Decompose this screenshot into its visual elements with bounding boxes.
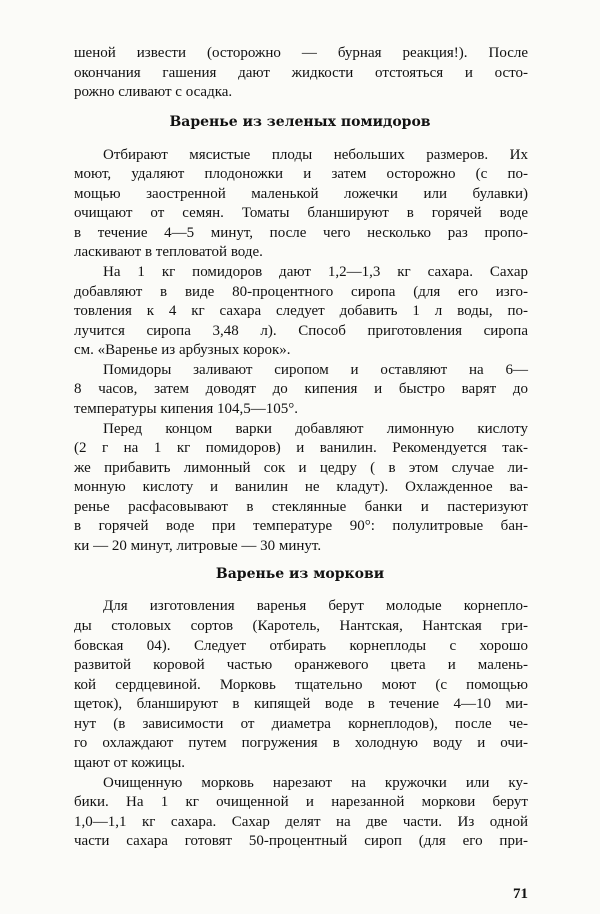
text-line: нут (в зависимости от диаметра корнеплодов), после че- <box>74 715 528 732</box>
text-line: кой сердцевиной. Морковь тщательно моют (с помощью <box>74 676 528 693</box>
text-line: (2 г на 1 кг помидоров) и ванилин. Рекомендуется так- <box>74 440 528 456</box>
text-line: Отбирают мясистые плоды небольших размеров. Их <box>103 146 528 163</box>
section-title-carrots: Варенье из моркови <box>215 565 385 582</box>
text-line: ки — 20 минут, литровые — 30 минут. <box>74 537 322 554</box>
text-line: щают от кожицы. <box>74 755 186 771</box>
text-line: Для изготовления варенья берут молодые корнепло- <box>103 598 528 615</box>
text-line: шеной извести (осторожно — бурная реакция!). После <box>74 45 528 61</box>
text-line: очищают от семян. Томаты бланшируют в горячей воде <box>74 205 528 222</box>
text-line: На 1 кг помидоров дают 1,2—1,3 кг сахара. Сахар <box>103 264 528 280</box>
text-line: же прибавить лимонный сок и цедру ( в этом случае ли- <box>74 459 528 476</box>
text-line: см. «Варенье из арбузных корок». <box>74 342 291 359</box>
text-line: Перед концом варки добавляют лимонную кислоту <box>103 420 528 437</box>
page-number: 71 <box>513 886 528 902</box>
text-line: ренье расфасовывают в стеклянные банки и пастеризуют <box>74 498 528 515</box>
text-line: температуры кипения 104,5—105°. <box>74 400 299 417</box>
text-line: товления к 4 кг сахара следует добавить 1 л воды, по- <box>74 303 528 320</box>
text-line: добавляют в виде 80-процентного сиропа (для его изго- <box>74 283 528 300</box>
text-line: бовская 04). Следует отбирать корнеплоды с хорошо <box>74 637 528 654</box>
text-line: части сахара готовят 50-процентный сироп (для его при- <box>74 833 528 850</box>
text-line: бики. На 1 кг очищенной и нарезанной моркови берут <box>74 794 528 811</box>
text-line: мощью заостренной маленькой ложечки или булавки) <box>74 185 528 202</box>
text-line: Помидоры заливают сиропом и оставляют на 6— <box>103 361 528 378</box>
text-line: в течение 4—5 минут, после чего несколько раз пропо- <box>74 224 528 241</box>
text-line: развитой коровой частью оранжевого цвета и малень- <box>74 657 528 674</box>
text-line: ласкивают в тепловатой воде. <box>74 244 263 261</box>
text-line: щеток), бланшируют в кипящей воде в течение 4—10 ми- <box>74 696 528 713</box>
text-line: Очищенную морковь нарезают на кружочки или ку- <box>103 774 528 791</box>
text-line: монную кислоту и ванилин не кладут). Охлажденное ва- <box>74 479 528 496</box>
text-line: 1,0—1,1 кг сахара. Сахар делят на две части. Из одной <box>74 813 528 830</box>
text-line: рожно сливают с осадка. <box>74 84 233 101</box>
text-line: окончания гашения дают жидкости отстояться и осто- <box>74 64 528 81</box>
text-line: 8 часов, затем доводят до кипения и быстро варят до <box>74 381 528 398</box>
section-title-green-tomatoes: Варенье из зеленых помидоров <box>169 114 431 130</box>
text-line: в горячей воде при температуре 90°: полулитровые бан- <box>74 518 528 535</box>
text-line: моют, удаляют плодоножки и затем осторожно (с по- <box>74 166 528 183</box>
text-line: го охлаждают путем погружения в холодную воду и очи- <box>74 735 528 752</box>
text-line: ды столовых сортов (Каротель, Нантская, Нантская гри- <box>74 618 528 634</box>
text-line: лучится сиропа 3,48 л). Способ приготовления сиропа <box>74 322 528 339</box>
